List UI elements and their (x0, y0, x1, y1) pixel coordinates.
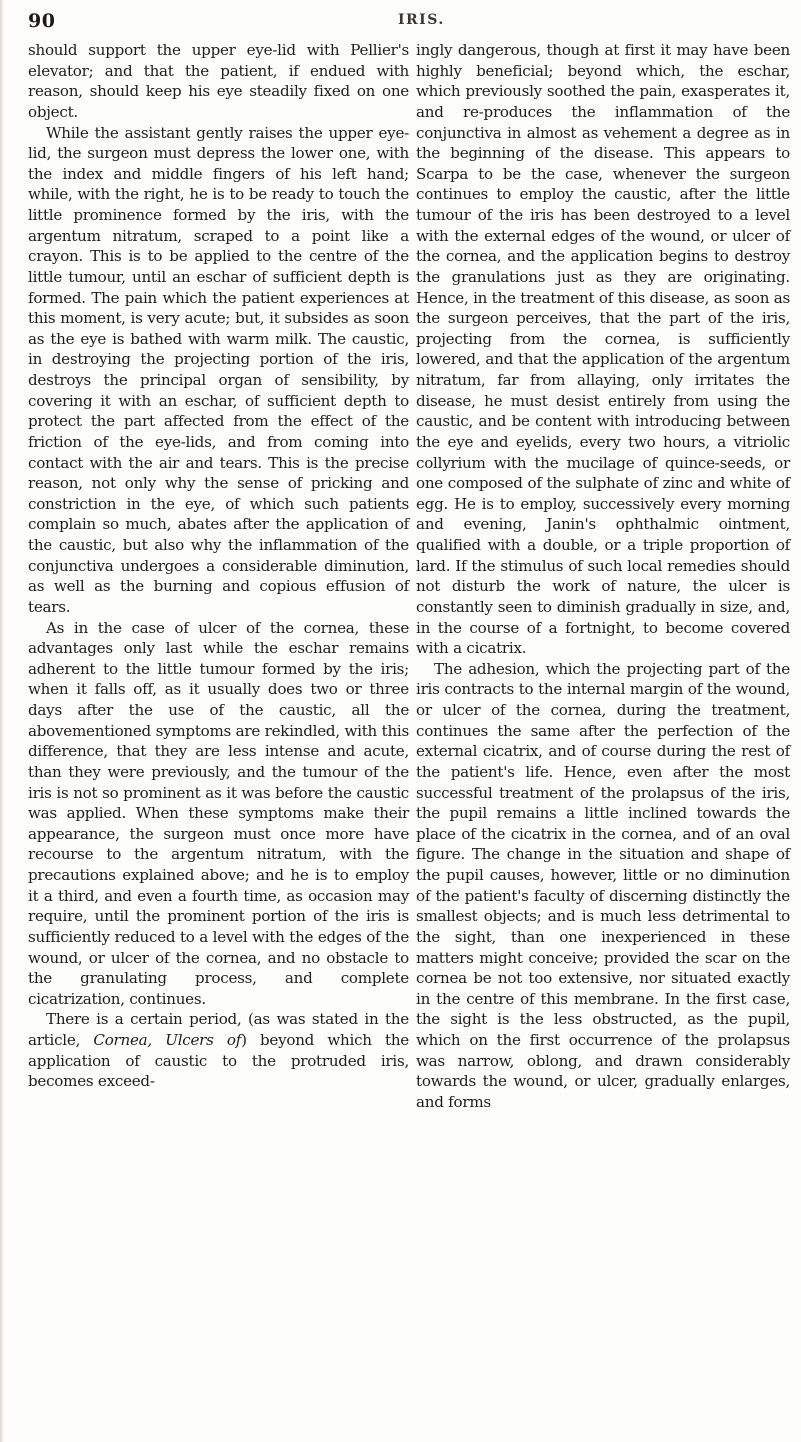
page-edge-shadow (0, 0, 4, 1442)
page-number: 90 (28, 10, 56, 32)
left-paragraph-4 (28, 1009, 409, 1092)
page-header (28, 10, 771, 38)
left-paragraph-3: As in the case of ulcer of the cornea, these advantages only last while the eschar remains adherent to the little tumour formed by the iris; when it falls off, as it usually does two or three days after the use of the caustic, all the abovementioned symptoms are rekindled, with this difference, that they are less intense and acute, than they were previously, and the tumour of the iris is not so prominent as it was before the caustic was applied. When these symptoms make their appearance, the surgeon must once more have recourse to the argentum nitratum, with the precautions explained above; and he is to employ it a third, and even a fourth time, as occasion may require, until the prominent portion of the iris is sufficiently reduced to a level with the edges of the wound, or ulcer of the cornea, and no obstacle to the granulating process, and complete cicatrization, continues. (28, 618, 409, 1008)
running-head: IRIS. (398, 12, 445, 28)
left-paragraph-4-lead: There is a certain period, (as was stated in the article, (28, 1010, 409, 1049)
right-paragraph-2: The adhesion, which the projecting part of the iris contracts to the internal margin of the wound, or ulcer of the cornea, during the treatment, continues the same after the perfection of the external cicatrix, and of course during the rest of the patient's life. Hence, even after the most successful treatment of the prolapsus of the iris, the pupil remains a little inclined towards the place of the cicatrix in the cornea, and of an oval figure. The change in the situation and shape of the pupil causes, however, little or no diminution of the patient's faculty of discerning distinctly the smallest objects; and is much less detrimental to the sight, than one inexperienced in these matters might conceive; provided the scar on the cornea be not too extensive, nor situated exactly in the centre of this membrane. In the first case, the sight is the less obstructed, as the pupil, which on the first occurrence of the prolapsus was narrow, oblong, and drawn considerably towards the wound, or ulcer, gradually enlarges, and forms (416, 659, 790, 1111)
article-reference: Cornea, Ulcers of (93, 1031, 242, 1049)
right-column (416, 40, 790, 1113)
left-paragraph-1: should support the upper eye-lid with Pellier's elevator; and that the patient, if endued with reason, should keep his eye steadily fixed on one object. (28, 41, 409, 121)
right-paragraph-1: ingly dangerous, though at first it may have been highly beneficial; beyond which, the eschar, which previously soothed the pain, exasperates it, and re-produces the inflammation of the conjunctiva in almost as vehement a degree as in the beginning of the disease. This appears to Scarpa to be the case, whenever the surgeon continues to employ the caustic, after the little tumour of the iris has been destroyed to a level with the external edges of the wound, or ulcer of the cornea, and the application begins to destroy the granulations just as they are originating. Hence, in the treatment of this disease, as soon as the surgeon perceives, that the part of the iris, projecting from the cornea, is sufficiently lowered, and that the application of the argentum nitratum, far from allaying, only irritates the disease, he must desist entirely from using the caustic, and be content with introducing between the eye and eyelids, every two hours, a vitriolic collyrium with the mucilage of quince-seeds, or one composed of the sulphate of zinc and white of egg. He is to employ, successively every morning and evening, Janin's ophthalmic ointment, qualified with a double, or a triple proportion of lard. If the stimulus of such local remedies should not disturb the work of nature, the ulcer is constantly seen to diminish gradually in size, and, in the course of a fortnight, to become covered with a cicatrix. (416, 41, 790, 658)
left-paragraph-2: While the assistant gently raises the upper eye-lid, the surgeon must depress the lower one, with the index and middle fingers of his left hand; while, with the right, he is to be ready to touch the little prominence formed by the iris, with the argentum nitratum, scraped to a point like a crayon. This is to be applied to the centre of the little tumour, until an eschar of sufficient depth is formed. The pain which the patient experiences at this moment, is very acute; but, it subsides as soon as the eye is bathed with warm milk. The caustic, in destroying the projecting portion of the iris, destroys the principal organ of sensibility, by covering it with an eschar, of sufficient depth to protect the part affected from the effect of the friction of the eye-lids, and from coming into contact with the air and tears. This is the precise reason, not only why the sense of pricking and constriction in the eye, of which such patients complain so much, abates after the application of the caustic, but also why the inflammation of the conjunctiva undergoes a considerable diminution, as well as the burning and copious effusion of tears. (28, 123, 409, 616)
left-paragraph-4-tail: ) beyond which the application of caustic to the protruded iris, becomes exceed- (28, 1031, 409, 1091)
left-column (28, 40, 409, 1092)
